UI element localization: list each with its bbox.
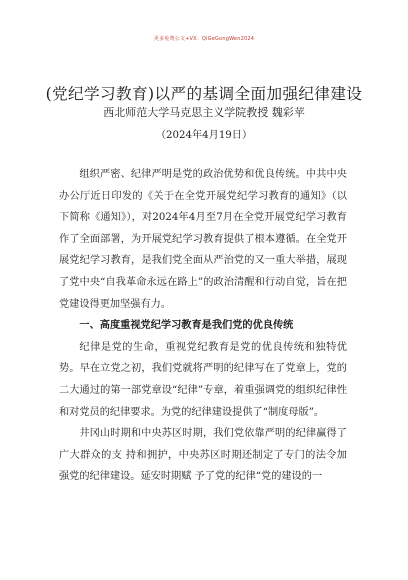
section-heading: 一、高度重视党纪学习教育是我们党的优良传统 (79, 320, 294, 332)
intro-paragraph: 组织严密、纪律严明是党的政治优势和优良传统。中共中央办公厅近日印发的《关于在全党开展党纪学习教育的通知》（以下简称《通知》），对2024年4月至7月在全党开展党纪学习教育作了全面部署，为开展党纪学习教育提供了根本遵循。在全党开展党纪学习教育，是我们党全面从严治党的又一重大举措，展现了党中央“自我革命永远在路上”的政治清醒和行动自觉，旨在把党建设得更加坚强有力。 (59, 169, 347, 310)
body-paragraph: 纪律是党的生命，重视党纪教育是党的优良传统和独特优势。早在立党之初，我们党就将严明的纪律写在了党章上，党的二大通过的第一部党章设“纪律”专章，着重强调党的组织纪律性和对党员的纪律要求。为党的纪律建设提供了“制度母版”。 (59, 341, 347, 418)
document-body (59, 164, 347, 488)
author-line: 西北师范大学马克思主义学院教授 魏彩苹 (103, 106, 305, 119)
body-paragraph: 井冈山时期和中央苏区时期，我们党依靠严明的纪律赢得了广大群众的支 持和拥护，中央苏区时期还制定了专门的法令加强党的纪律建设。延安时期赋 予了党的纪律“党的建设的一 (59, 428, 347, 483)
date-line: （2024年4月19日） (155, 130, 253, 141)
document-title: (党纪学习教育)以严的基调全面加强纪律建设 (45, 85, 363, 103)
watermark-text: 更多免费公文+VX：QiGeGongWen2024 (153, 36, 255, 42)
